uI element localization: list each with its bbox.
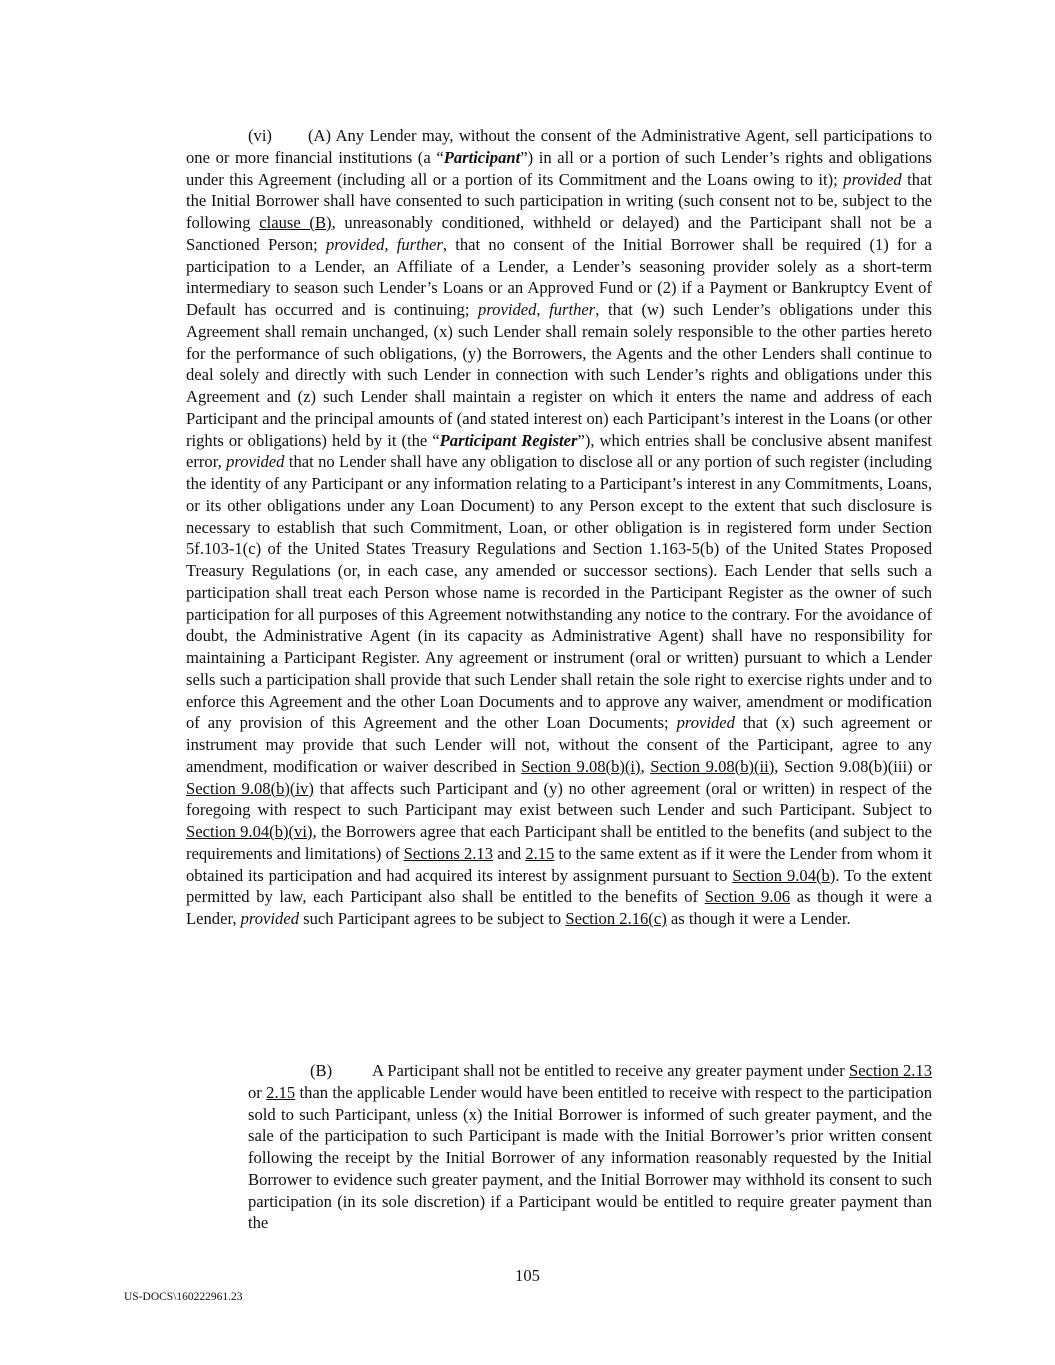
cross-reference-section-9-08-b-iv: Section 9.08(b)(iv) (186, 778, 314, 798)
text-segment: as though it were a Lender, (186, 887, 932, 928)
italic-provided-further: provided, further (326, 234, 443, 254)
defined-term-participant: Participant (443, 147, 521, 167)
clause-label-vi: (vi) (248, 126, 272, 145)
text-segment: , (640, 756, 651, 776)
cross-reference-clause-b: clause (B) (259, 213, 332, 232)
text-segment: and (493, 843, 526, 863)
text-segment: to the same extent as if it were the Lender from whom it obtained its participation and had acquired its interest by assignment pursuant to (186, 843, 932, 885)
clause-label-b: (B) (310, 1061, 333, 1080)
cross-reference-section-2-13: Section 2.13 (848, 1061, 932, 1080)
italic-provided: provided (843, 169, 902, 189)
page-number: 105 (515, 1266, 540, 1285)
text-segment: A Participant shall not be entitled to receive any greater payment under (372, 1061, 849, 1080)
text-segment: , that no consent of the Initial Borrower shall be required (1) for a participation to a Lender, an Affiliate of a Lender, a Lender’s seasoning provider solely as a short-term intermediary to season such Lender’s Loans or an Approved Fund or (2) if a Payment or Bankruptcy Event of Default has occurred and is continuing; (186, 234, 932, 319)
text-segment: ”), which entries shall be conclusive absent manifest error, (186, 430, 933, 472)
cross-reference-sections-2-13: Sections 2.13 (403, 843, 494, 863)
text-segment: , that (w) such Lender’s obligations under this Agreement shall remain unchanged, (x) such Lender shall remain solely responsible to the other parties hereto for the performance of such obligations, (y) the Borrowers, the Agents and the other Lenders shall continue to deal solely and directly with such Lender in connection with such Lender’s rights and obligations under this Agreement and (z) such Lender shall maintain a register on which it enters the name and address of each Participant and the principal amounts of (and stated interest on) each Participant’s interest in the Loans (or other rights or obligations) held by it (the “ (186, 300, 932, 450)
text-segment: that no Lender shall have any obligation to disclose all or any portion of such register (including the identity of any Participant or any information relating to a Participant’s interest in any Commitments, Loans, or its other obligations under any Loan Document) to any Person except to the extent that such disclosure is necessary to establish that such Commitment, Loan, or other obligation is in registered form under Section 5f.103-1(c) of the United States Treasury Regulations and Section 1.163-5(b) of the United States Proposed Treasury Regulations (or, in each case, any amended or successor sections). Each Lender that sells such a participation shall treat each Person whose name is recorded in the Participant Register as the owner of such participation for all purposes of this Agreement notwithstanding any notice to the contrary. For the avoidance of doubt, the Administrative Agent (in its capacity as Administrative Agent) shall have no responsibility for maintaining a Participant Register. Any agreement or instrument (oral or written) pursuant to which a Lender sells such a participation shall provide that such Lender shall retain the sole right to exercise rights under and to enforce this Agreement and the other Loan Documents and to approve any waiver, amendment or modification of any provision of this Agreement and the other Loan Documents; (186, 452, 932, 733)
text-segment: such Participant agrees to be subject to (299, 909, 566, 928)
text-segment: , unreasonably conditioned, withheld or delayed) and the Participant shall not be a Sanctioned Person; (186, 213, 932, 254)
paragraph-vi (186, 125, 932, 930)
text-segment: or (248, 1082, 267, 1102)
text-segment: that (x) such agreement or instrument may provide that such Lender will not, without the consent of the Participant, agree to any amendment, modification or waiver described in (186, 713, 932, 776)
defined-term-participant-register: Participant Register (439, 430, 578, 450)
cross-reference-section-9-04-b: Section 9.04(b) (732, 865, 836, 885)
cross-reference-section-9-08-b-i: Section 9.08(b)(i) (521, 756, 641, 776)
paragraph-b (248, 1060, 932, 1234)
clause-label-a: (A) (308, 126, 332, 145)
text-segment: Any Lender may, without the consent of the Administrative Agent, sell participations to one or more financial institutions (a “ (186, 126, 932, 167)
text-segment: as though it were a Lender. (666, 909, 851, 928)
cross-reference-2-15: 2.15 (266, 1082, 296, 1102)
italic-provided: provided (478, 300, 537, 319)
text-segment: than the applicable Lender would have been entitled to receive with respect to the participation sold to such Participant, unless (x) the Initial Borrower is informed of such greater payment, and the sale of the participation to such Participant is made with the Initial Borrower’s prior written consent following the receipt by the Initial Borrower of any information reasonably requested by the Initial Borrower to evidence such greater payment, and the Initial Borrower may withhold its consent to such participation (in its sole discretion) if a Participant would be entitled to require greater payment than the (248, 1082, 932, 1233)
italic-further: further (549, 300, 596, 319)
text-segment: that affects such Participant and (y) no other agreement (oral or written) in respect of the foregoing with respect to such Participant may exist between such Lender and such Participant. Subject to (186, 778, 932, 820)
italic-provided: provided (676, 713, 735, 733)
text-segment: that the Initial Borrower shall have consented to such participation in writing (such consent not to be, subject to the following (186, 169, 933, 232)
italic-provided: provided (240, 909, 299, 928)
cross-reference-section-9-04-b-vi: Section 9.04(b)(vi) (186, 822, 313, 841)
text-segment: . To the extent permitted by law, each Participant also shall be entitled to the benefits of (186, 865, 933, 907)
text-segment: , the Borrowers agree that each Participant shall be entitled to the benefits (and subject to the requirements and limitations) of (186, 822, 932, 863)
text-segment: , (536, 300, 550, 319)
cross-reference-2-15: 2.15 (525, 843, 555, 863)
document-id-footer: US-DOCS\160222961.23 (124, 1291, 243, 1303)
italic-provided: provided (226, 452, 285, 472)
cross-reference-section-2-16-c: Section 2.16(c) (565, 909, 667, 928)
text-segment: , Section 9.08(b)(iii) or (774, 756, 932, 776)
cross-reference-section-9-08-b-ii: Section 9.08(b)(ii) (650, 756, 775, 776)
cross-reference-section-9-06: Section 9.06 (704, 887, 791, 907)
text-segment: ”) in all or a portion of such Lender’s rights and obligations under this Agreement (including all or a portion of its Commitment and the Loans owing to it); (186, 147, 932, 189)
